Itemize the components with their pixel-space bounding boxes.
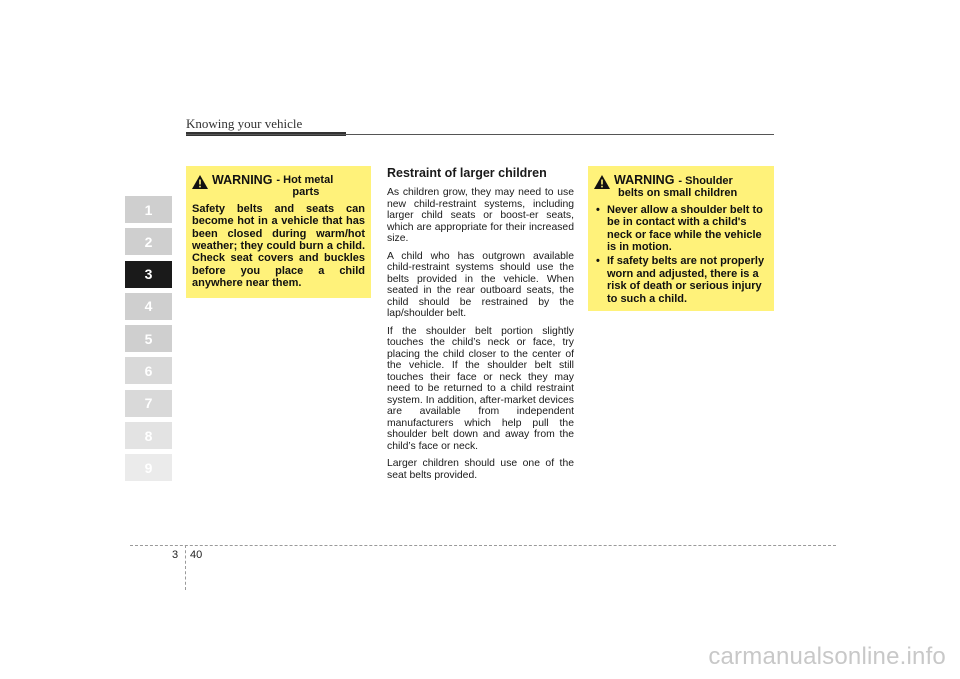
warning-subtitle-line1: - Hot metal	[276, 174, 334, 186]
chapter-tab-3[interactable]: 3	[125, 261, 172, 288]
header-title: Knowing your vehicle	[186, 116, 303, 131]
warning-bullet-list	[594, 204, 768, 305]
chapter-tabs	[125, 196, 172, 487]
paragraph: A child who has outgrown available child-restraint systems should use the belts provided in the vehicle. When seated in the rear outboard seats, the child should be restrained by the lap/shoulder belt.	[387, 250, 574, 319]
warning-label: WARNING	[614, 173, 675, 187]
warning-box-hot-metal	[186, 166, 371, 298]
warning-subtitle-line2: belts on small children	[618, 187, 738, 200]
warning-subtitle-line1: - Shoulder	[678, 175, 733, 187]
warning-bullet: • Never allow a shoulder belt to be in contact with a child's neck or face while the vehicle is in motion.	[594, 204, 768, 254]
watermark-text: carmanualsonline.info	[708, 643, 946, 670]
warning-header	[594, 174, 768, 200]
header-rule	[186, 134, 774, 135]
paragraph: As children grow, they may need to use new child-restraint systems, including larger child seats or boost-er seats, which are appropriate for their increased size.	[387, 187, 574, 244]
paragraph: If the shoulder belt portion slightly touches the child’s neck or face, try placing the child closer to the center of the vehicle. If the shoulder belt still touches their face or neck they may need to be returned to a child restraint system. In addition, after-market devices are available from independent manufacturers which help pull the shoulder belt down and away from the child’s face or neck.	[387, 325, 574, 452]
warning-subtitle-line2: parts	[292, 186, 320, 199]
chapter-tab-9[interactable]: 9	[125, 454, 172, 481]
section-title: Restraint of larger children	[387, 166, 547, 180]
warning-subtitle	[276, 174, 333, 199]
section-restraint-larger-children	[387, 166, 574, 487]
warning-header	[192, 174, 365, 199]
warning-triangle-icon	[192, 175, 208, 189]
chapter-tab-8[interactable]: 8	[125, 422, 172, 449]
chapter-tab-1[interactable]: 1	[125, 196, 172, 223]
warning-box-shoulder-belts	[588, 166, 774, 311]
warning-text: Safety belts and seats can become hot in a vehicle that has been closed during warm/hot weather; they could burn a child. Check seat covers and buckles before you place a child anywhere near them.	[192, 202, 365, 290]
chapter-tab-5[interactable]: 5	[125, 325, 172, 352]
warning-triangle-icon	[594, 175, 610, 189]
paragraph: Larger children should use one of the seat belts provided.	[387, 458, 574, 481]
warning-heading	[614, 174, 737, 200]
footer-dashed-divider	[185, 545, 186, 590]
chapter-tab-2[interactable]: 2	[125, 228, 172, 255]
chapter-tab-4[interactable]: 4	[125, 293, 172, 320]
chapter-tab-6[interactable]: 6	[125, 357, 172, 384]
footer-chapter-number: 3	[172, 549, 179, 561]
chapter-tab-7[interactable]: 7	[125, 390, 172, 417]
warning-bullet: • If safety belts are not properly worn and adjusted, there is a risk of death or serious injury to such a child.	[594, 255, 768, 305]
footer-page-number: 40	[190, 549, 203, 561]
footer-dashed-rule	[130, 545, 836, 546]
warning-label: WARNING	[212, 173, 273, 187]
